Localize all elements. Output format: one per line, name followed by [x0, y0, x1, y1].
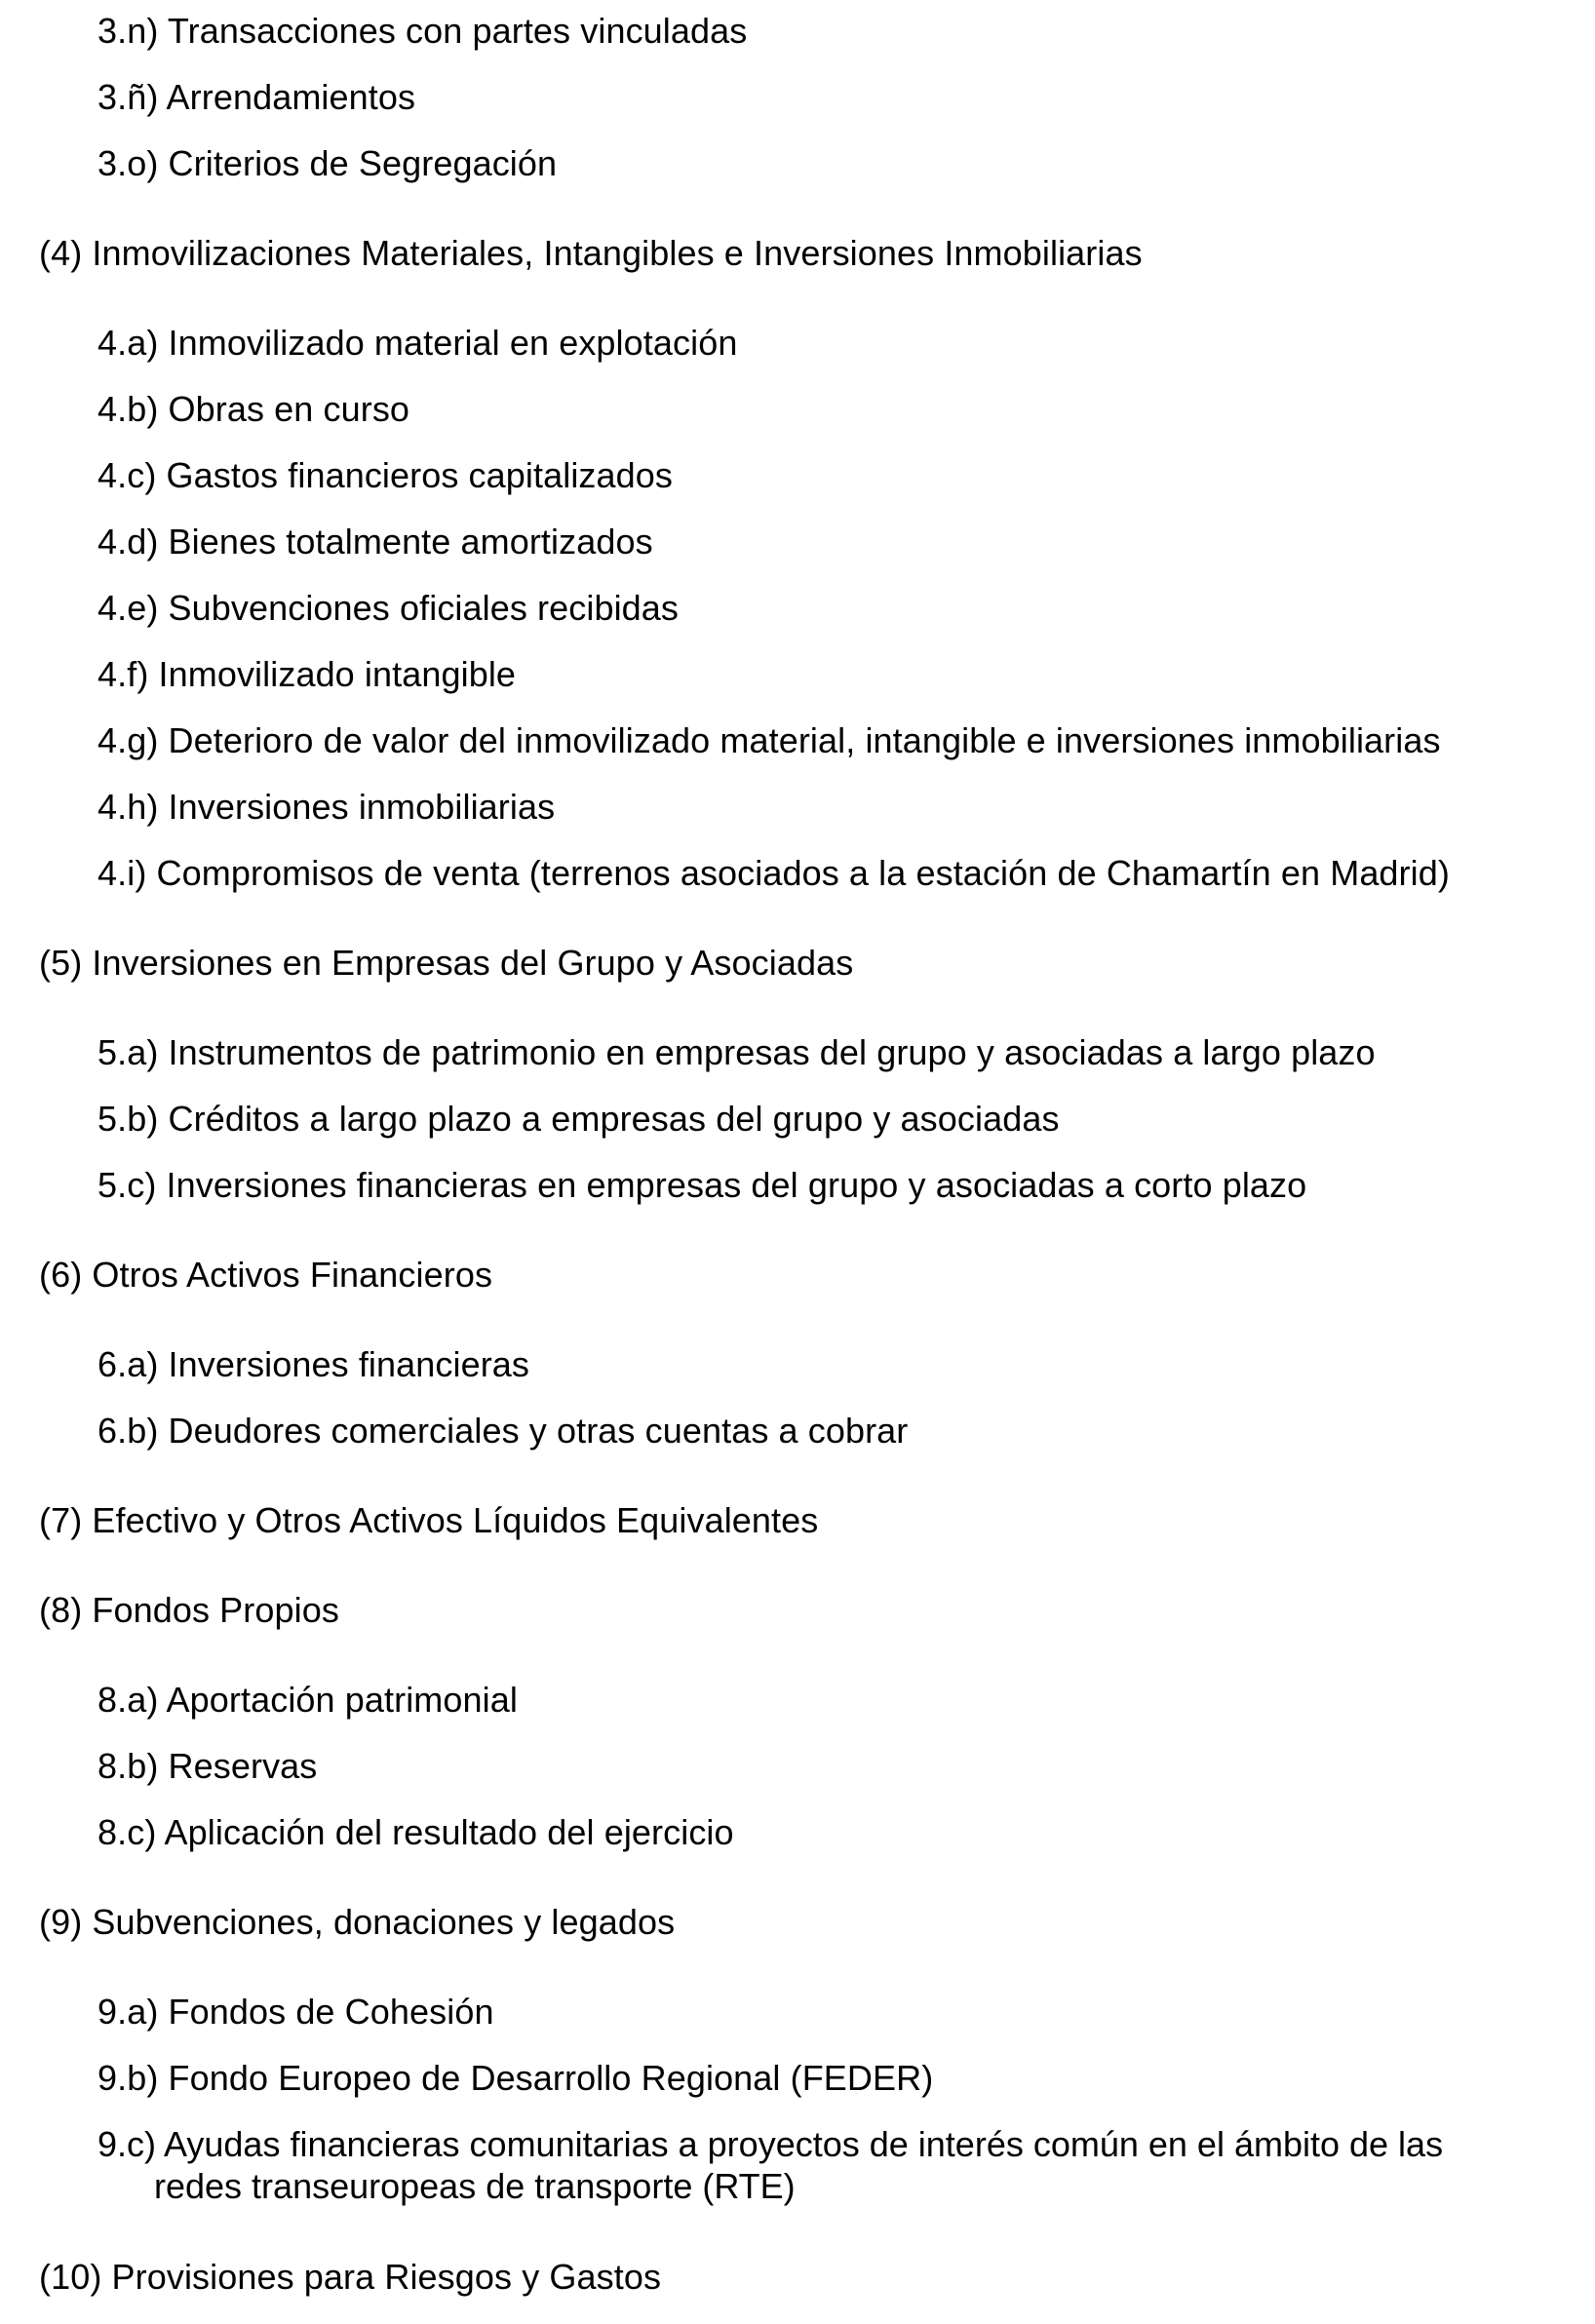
- toc-item-8a: 8.a) Aportación patrimonial: [97, 1680, 518, 1720]
- toc-item-4e: 4.e) Subvenciones oficiales recibidas: [97, 588, 680, 628]
- toc-section-7: (7) Efectivo y Otros Activos Líquidos Equivalentes: [39, 1500, 819, 1540]
- toc-item-5c: 5.c) Inversiones financieras en empresas del grupo y asociadas a corto plazo: [97, 1165, 1307, 1205]
- toc-section-5: (5) Inversiones en Empresas del Grupo y Asociadas: [39, 943, 854, 983]
- toc-item-4b: 4.b) Obras en curso: [97, 389, 410, 429]
- toc-item-3ñ: 3.ñ) Arrendamientos: [97, 77, 416, 117]
- toc-section-4: (4) Inmovilizaciones Materiales, Intangibles e Inversiones Inmobiliarias: [39, 233, 1143, 273]
- toc-section-10: (10) Provisiones para Riesgos y Gastos: [39, 2257, 662, 2297]
- toc-item-4g: 4.g) Deterioro de valor del inmovilizado material, intangible e inversiones inmobiliarias: [97, 720, 1441, 760]
- toc-item-9c: [97, 2123, 1443, 2207]
- toc-item-9c-line2: redes transeuropeas de transporte (RTE): [154, 2166, 796, 2206]
- toc-section-8: (8) Fondos Propios: [39, 1590, 339, 1630]
- toc-item-9a: 9.a) Fondos de Cohesión: [97, 1992, 494, 2032]
- toc-item-3n: 3.n) Transacciones con partes vinculadas: [97, 11, 748, 51]
- toc-section-6: (6) Otros Activos Financieros: [39, 1255, 493, 1295]
- toc-item-4a: 4.a) Inmovilizado material en explotación: [97, 323, 738, 363]
- toc-item-8b: 8.b) Reservas: [97, 1746, 318, 1786]
- toc-item-4i: 4.i) Compromisos de venta (terrenos asociados a la estación de Chamartín en Madrid): [97, 853, 1450, 893]
- toc-item-3o: 3.o) Criterios de Segregación: [97, 143, 558, 183]
- toc-item-5b: 5.b) Créditos a largo plazo a empresas del grupo y asociadas: [97, 1099, 1060, 1139]
- toc-item-5a: 5.a) Instrumentos de patrimonio en empresas del grupo y asociadas a largo plazo: [97, 1032, 1376, 1072]
- toc-item-4h: 4.h) Inversiones inmobiliarias: [97, 787, 556, 827]
- toc-item-6a: 6.a) Inversiones financieras: [97, 1344, 530, 1384]
- toc-item-6b: 6.b) Deudores comerciales y otras cuentas a cobrar: [97, 1411, 909, 1451]
- toc-section-9: (9) Subvenciones, donaciones y legados: [39, 1902, 676, 1942]
- toc-item-9b: 9.b) Fondo Europeo de Desarrollo Regional (FEDER): [97, 2058, 934, 2098]
- toc-item-9c-line1: 9.c) Ayudas financieras comunitarias a proyectos de interés común en el ámbito de las: [97, 2124, 1444, 2164]
- toc-item-4c: 4.c) Gastos financieros capitalizados: [97, 455, 673, 495]
- toc-item-4d: 4.d) Bienes totalmente amortizados: [97, 522, 653, 562]
- toc-item-4f: 4.f) Inmovilizado intangible: [97, 654, 517, 694]
- toc-item-8c: 8.c) Aplicación del resultado del ejercicio: [97, 1812, 734, 1852]
